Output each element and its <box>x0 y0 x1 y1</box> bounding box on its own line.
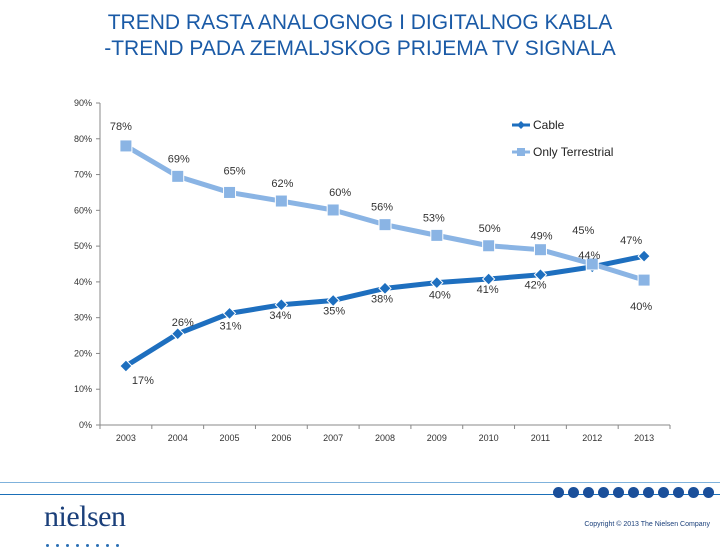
cable-point-2009 <box>431 277 443 289</box>
terrestrial-point-2003 <box>120 140 132 152</box>
legend-marker-square <box>517 148 525 156</box>
terrestrial-point-2008 <box>379 219 391 231</box>
y-tick-label: 40% <box>73 276 92 287</box>
x-tick-label: 2003 <box>115 433 136 443</box>
y-tick-label: 30% <box>73 312 92 323</box>
series-line-cable <box>126 256 644 366</box>
decorative-dots <box>553 485 718 503</box>
y-tick-label: 90% <box>73 98 92 108</box>
terrestrial-data-label: 56% <box>371 201 394 214</box>
copyright-text: Copyright © 2013 The Nielsen Company <box>584 521 710 528</box>
y-tick-label: 20% <box>73 348 92 359</box>
cable-data-label: 40% <box>428 289 451 302</box>
terrestrial-data-label: 53% <box>422 212 445 225</box>
terrestrial-data-label: 69% <box>167 153 190 166</box>
terrestrial-point-2006 <box>275 195 287 207</box>
terrestrial-data-label: 60% <box>329 186 352 199</box>
footer <box>0 480 720 540</box>
terrestrial-point-2013 <box>638 274 650 286</box>
terrestrial-point-2011 <box>534 244 546 256</box>
x-tick-label: 2010 <box>478 433 499 443</box>
terrestrial-point-2009 <box>431 229 443 241</box>
x-tick-label: 2006 <box>271 433 292 443</box>
footer-divider-top <box>0 482 720 483</box>
x-tick-label: 2004 <box>167 433 188 443</box>
terrestrial-data-label: 40% <box>630 301 653 314</box>
terrestrial-point-2005 <box>224 186 236 198</box>
chart-legend <box>512 118 613 159</box>
terrestrial-point-2010 <box>483 240 495 252</box>
terrestrial-data-label: 65% <box>223 165 246 178</box>
legend-label: Only Terrestrial <box>533 145 614 159</box>
data-labels-layer <box>110 121 652 387</box>
x-tick-label: 2013 <box>634 433 655 443</box>
x-tick-label: 2005 <box>219 433 240 443</box>
cable-data-label: 44% <box>578 249 601 262</box>
series-layer <box>120 140 653 372</box>
terrestrial-point-2004 <box>172 170 184 182</box>
terrestrial-data-label: 45% <box>572 225 595 237</box>
x-tick-label: 2009 <box>426 433 447 443</box>
cable-data-label: 34% <box>269 309 292 322</box>
x-tick-label: 2012 <box>582 433 603 443</box>
y-tick-label: 10% <box>73 384 92 395</box>
cable-data-label: 41% <box>476 284 499 297</box>
logo-dots <box>46 534 126 552</box>
legend-marker-diamond <box>517 121 525 129</box>
terrestrial-data-label: 49% <box>530 230 553 243</box>
cable-data-label: 47% <box>620 235 643 248</box>
cable-data-label: 26% <box>171 316 194 329</box>
terrestrial-data-label: 62% <box>271 178 294 191</box>
cable-data-label: 31% <box>219 320 242 333</box>
cable-data-label: 35% <box>323 305 346 318</box>
legend-label: Cable <box>533 118 565 132</box>
y-tick-label: 80% <box>73 133 92 144</box>
title-line-1: TREND RASTA ANALOGNOG I DIGITALNOG KABLA <box>107 11 613 34</box>
terrestrial-data-label: 78% <box>109 120 132 133</box>
y-tick-label: 50% <box>73 241 92 252</box>
cable-data-label: 38% <box>371 293 394 306</box>
y-tick-label: 0% <box>78 420 92 430</box>
cable-data-label: 42% <box>524 279 547 292</box>
y-tick-label: 60% <box>73 205 92 216</box>
cable-point-2013 <box>638 250 650 262</box>
x-tick-label: 2011 <box>530 433 551 443</box>
terrestrial-point-2007 <box>327 204 339 216</box>
x-tick-label: 2007 <box>323 433 344 443</box>
title-line-2: -TREND PADA ZEMALJSKOG PRIJEMA TV SIGNALA <box>104 37 616 60</box>
x-tick-label: 2008 <box>374 433 396 443</box>
cable-data-label: 17% <box>131 374 154 387</box>
y-tick-label: 70% <box>73 169 92 180</box>
terrestrial-data-label: 50% <box>478 222 501 235</box>
nielsen-logo: nielsen <box>44 500 126 533</box>
